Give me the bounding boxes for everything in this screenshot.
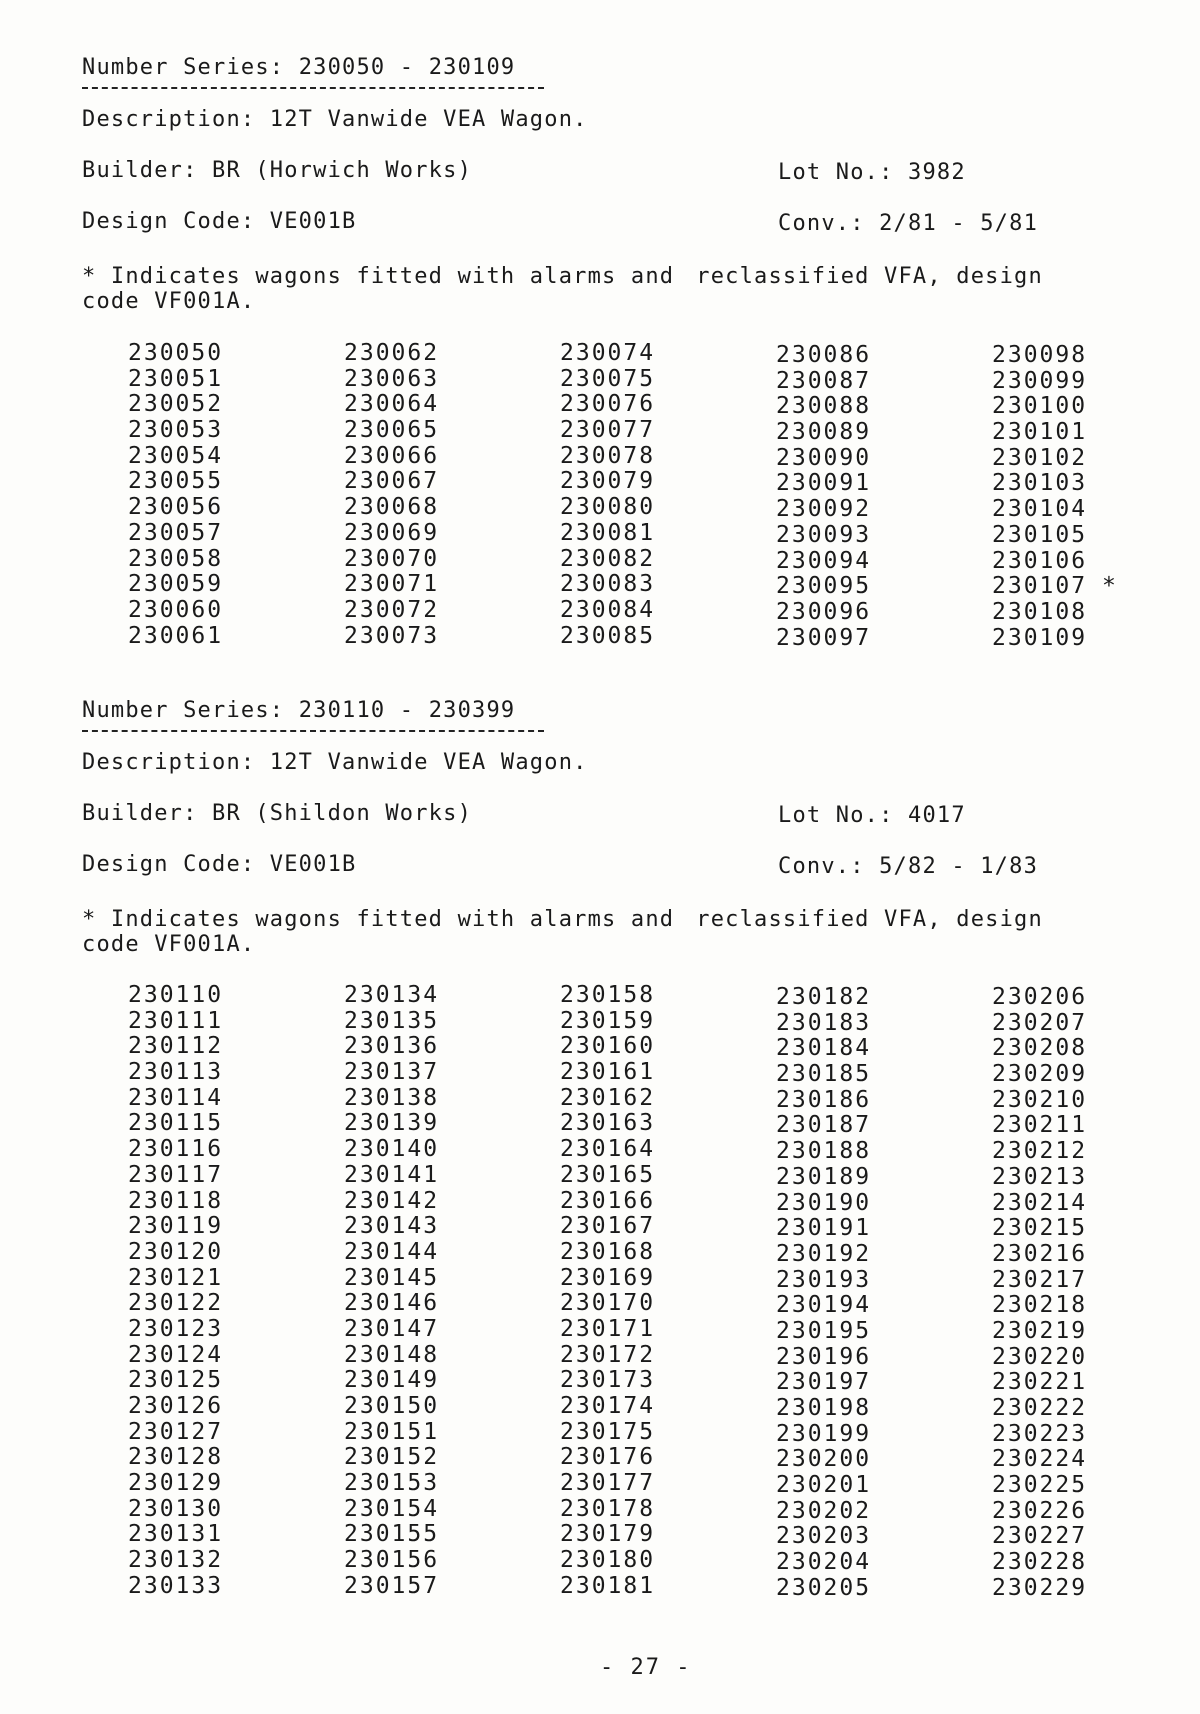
wagon-number: 230059 <box>128 571 224 598</box>
design-code: Design Code: VE001B <box>82 852 357 877</box>
wagon-number: 230051 <box>128 365 224 392</box>
wagon-number: 230210 <box>992 1086 1088 1113</box>
series-label: Number Series: <box>82 55 285 80</box>
wagon-number: 230096 <box>776 598 872 625</box>
wagon-number: 230118 <box>128 1187 224 1214</box>
wagon-number: 230201 <box>776 1472 872 1499</box>
wagon-number: 230097 <box>776 624 872 651</box>
wagon-number: 230121 <box>128 1264 224 1291</box>
wagon-number: 230108 <box>992 598 1088 625</box>
wagon-number: 230139 <box>344 1110 440 1137</box>
wagon-number: 230191 <box>776 1215 872 1242</box>
wagon-number: 230080 <box>560 494 656 521</box>
conversion-dates: Conv.: 5/82 - 1/83 <box>778 854 1039 879</box>
wagon-number: 230200 <box>776 1446 872 1473</box>
wagon-number: 230212 <box>992 1138 1088 1165</box>
number-column <box>560 983 655 1600</box>
wagon-number: 230073 <box>344 622 440 649</box>
alarm-note-part2: reclassified VFA, design <box>696 264 1043 289</box>
wagon-number: 230170 <box>560 1290 656 1317</box>
wagon-number: 230203 <box>776 1523 872 1550</box>
wagon-number: 230092 <box>776 496 872 523</box>
wagon-number: 230218 <box>992 1292 1088 1319</box>
wagon-number: 230132 <box>128 1547 224 1574</box>
alarm-note-part1: * Indicates wagons fitted with alarms and <box>82 907 675 932</box>
wagon-number: 230103 <box>992 470 1088 497</box>
wagon-number: 230207 <box>992 1009 1088 1036</box>
wagon-number: 230185 <box>776 1061 872 1088</box>
alarm-note-part2: reclassified VFA, design <box>696 907 1043 932</box>
wagon-number: 230222 <box>992 1395 1088 1421</box>
wagon-number: 230219 <box>992 1317 1088 1344</box>
conversion-dates: Conv.: 2/81 - 5/81 <box>778 211 1039 236</box>
wagon-number: 230062 <box>344 340 440 366</box>
series-label: Number Series: <box>82 698 285 723</box>
number-column <box>776 985 871 1602</box>
wagon-number: 230089 <box>776 419 872 446</box>
design-code: Design Code: VE001B <box>82 209 357 234</box>
wagon-number: 230078 <box>560 442 656 469</box>
wagon-number: 230167 <box>560 1213 656 1240</box>
wagon-number: 230208 <box>992 1035 1088 1062</box>
wagon-number: 230135 <box>344 1007 440 1034</box>
wagon-number: 230181 <box>560 1572 656 1599</box>
wagon-number: 230136 <box>344 1033 440 1060</box>
wagon-number: 230186 <box>776 1086 872 1113</box>
wagon-number: 230206 <box>992 984 1088 1010</box>
wagon-number: 230120 <box>128 1238 224 1265</box>
wagon-number: 230174 <box>560 1393 656 1419</box>
wagon-number: 230195 <box>776 1317 872 1344</box>
wagon-number: 230220 <box>992 1343 1088 1370</box>
wagon-number: 230113 <box>128 1059 224 1086</box>
wagon-number: 230095 <box>776 573 872 600</box>
number-column <box>344 983 439 1600</box>
wagon-number: 230225 <box>992 1472 1088 1499</box>
wagon-number: 230209 <box>992 1061 1088 1088</box>
number-series-heading <box>82 55 515 80</box>
wagon-number: 230054 <box>128 442 224 469</box>
description: Description: 12T Vanwide VEA Wagon. <box>82 750 588 775</box>
wagon-number: 230205 <box>776 1574 872 1601</box>
wagon-number: 230088 <box>776 393 872 420</box>
wagon-number: 230084 <box>560 596 656 623</box>
wagon-number: 230146 <box>344 1290 440 1317</box>
alarm-note-line2: code VF001A. <box>82 289 256 314</box>
wagon-number: 230151 <box>344 1418 440 1445</box>
wagon-number: 230086 <box>776 342 872 368</box>
wagon-number: 230229 <box>992 1574 1088 1601</box>
wagon-number: 230119 <box>128 1213 224 1240</box>
wagon-number: 230140 <box>344 1136 440 1163</box>
wagon-number: 230085 <box>560 622 656 649</box>
wagon-number: 230178 <box>560 1495 656 1522</box>
wagon-number: 230111 <box>128 1007 224 1034</box>
wagon-number: 230188 <box>776 1138 872 1165</box>
wagon-number: 230079 <box>560 468 656 495</box>
wagon-number: 230224 <box>992 1446 1088 1473</box>
heading-underline <box>82 730 544 732</box>
wagon-number: 230057 <box>128 519 224 546</box>
wagon-number: 230124 <box>128 1341 224 1368</box>
wagon-number: 230221 <box>992 1369 1088 1396</box>
lot-number: Lot No.: 4017 <box>778 803 966 828</box>
number-column <box>560 341 655 649</box>
wagon-number: 230068 <box>344 494 440 521</box>
wagon-number: 230123 <box>128 1315 224 1342</box>
wagon-number: 230217 <box>992 1266 1088 1293</box>
wagon-number: 230074 <box>560 340 656 366</box>
description: Description: 12T Vanwide VEA Wagon. <box>82 107 588 132</box>
wagon-number: 230223 <box>992 1420 1088 1447</box>
wagon-number: 230157 <box>344 1572 440 1599</box>
wagon-number: 230105 <box>992 521 1088 548</box>
wagon-number: 230187 <box>776 1112 872 1139</box>
number-column <box>992 985 1087 1602</box>
series-range: 230050 - 230109 <box>298 55 516 80</box>
wagon-number: 230214 <box>992 1189 1088 1216</box>
wagon-number: 230168 <box>560 1238 656 1265</box>
wagon-number: 230144 <box>344 1238 440 1265</box>
wagon-number: 230112 <box>128 1033 224 1060</box>
wagon-number: 230128 <box>128 1444 224 1471</box>
wagon-number: 230102 <box>992 444 1088 471</box>
alarm-marker: * <box>1102 573 1118 600</box>
wagon-number: 230193 <box>776 1266 872 1293</box>
wagon-number: 230173 <box>560 1367 656 1394</box>
wagon-number: 230190 <box>776 1189 872 1216</box>
wagon-number: 230099 <box>992 367 1088 394</box>
wagon-number: 230094 <box>776 547 872 574</box>
wagon-number: 230138 <box>344 1084 440 1111</box>
wagon-number: 230090 <box>776 444 872 471</box>
wagon-number: 230152 <box>344 1444 440 1471</box>
wagon-number: 230141 <box>344 1161 440 1188</box>
wagon-number: 230115 <box>128 1110 224 1137</box>
wagon-number: 230199 <box>776 1420 872 1447</box>
wagon-number: 230172 <box>560 1341 656 1368</box>
wagon-number: 230070 <box>344 545 440 572</box>
wagon-number: 230150 <box>344 1393 440 1419</box>
wagon-number: 230184 <box>776 1035 872 1062</box>
number-column <box>992 342 1118 651</box>
wagon-number: 230153 <box>344 1470 440 1497</box>
wagon-number: 230159 <box>560 1007 656 1034</box>
wagon-number: 230066 <box>344 442 440 469</box>
alarm-note <box>82 907 1043 932</box>
wagon-number: 230133 <box>128 1572 224 1599</box>
wagon-number: 230192 <box>776 1240 872 1267</box>
wagon-number: 230065 <box>344 417 440 444</box>
wagon-number: 230116 <box>128 1136 224 1163</box>
wagon-number: 230091 <box>776 470 872 497</box>
wagon-number: 230228 <box>992 1549 1088 1576</box>
wagon-number: 230183 <box>776 1009 872 1036</box>
wagon-number: 230052 <box>128 391 224 418</box>
wagon-number: 230069 <box>344 519 440 546</box>
wagon-number: 230131 <box>128 1521 224 1548</box>
wagon-number: 230110 <box>128 982 224 1008</box>
number-column <box>776 343 871 651</box>
wagon-number: 230164 <box>560 1136 656 1163</box>
wagon-number: 230134 <box>344 982 440 1008</box>
alarm-note <box>82 264 1043 289</box>
wagon-number: 230145 <box>344 1264 440 1291</box>
wagon-number: 230087 <box>776 367 872 394</box>
page-number: - 27 - <box>600 1655 692 1680</box>
wagon-number: 230107 * <box>992 573 1118 600</box>
wagon-number: 230175 <box>560 1418 656 1445</box>
wagon-number: 230109 <box>992 624 1088 651</box>
wagon-number: 230142 <box>344 1187 440 1214</box>
wagon-number: 230076 <box>560 391 656 418</box>
wagon-number: 230198 <box>776 1395 872 1421</box>
wagon-number: 230098 <box>992 342 1088 368</box>
wagon-number: 230064 <box>344 391 440 418</box>
wagon-number: 230161 <box>560 1059 656 1086</box>
wagon-number: 230227 <box>992 1523 1088 1550</box>
builder: Builder: BR (Horwich Works) <box>82 158 473 183</box>
wagon-number: 230075 <box>560 365 656 392</box>
wagon-number: 230166 <box>560 1187 656 1214</box>
lot-number: Lot No.: 3982 <box>778 160 966 185</box>
number-column <box>128 983 223 1600</box>
wagon-number: 230179 <box>560 1521 656 1548</box>
wagon-number: 230143 <box>344 1213 440 1240</box>
wagon-number: 230156 <box>344 1547 440 1574</box>
wagon-number: 230189 <box>776 1163 872 1190</box>
wagon-number: 230196 <box>776 1343 872 1370</box>
wagon-number: 230083 <box>560 571 656 598</box>
wagon-number: 230158 <box>560 982 656 1008</box>
wagon-number: 230101 <box>992 419 1088 446</box>
wagon-number: 230215 <box>992 1215 1088 1242</box>
wagon-number: 230053 <box>128 417 224 444</box>
wagon-number: 230061 <box>128 622 224 649</box>
wagon-number: 230126 <box>128 1393 224 1419</box>
wagon-number: 230197 <box>776 1369 872 1396</box>
wagon-number: 230125 <box>128 1367 224 1394</box>
wagon-number: 230071 <box>344 571 440 598</box>
wagon-number: 230127 <box>128 1418 224 1445</box>
wagon-number: 230149 <box>344 1367 440 1394</box>
wagon-number: 230104 <box>992 496 1088 523</box>
wagon-number: 230165 <box>560 1161 656 1188</box>
wagon-number: 230055 <box>128 468 224 495</box>
wagon-number: 230077 <box>560 417 656 444</box>
wagon-number: 230216 <box>992 1240 1088 1267</box>
wagon-number: 230162 <box>560 1084 656 1111</box>
heading-underline <box>82 87 544 89</box>
series-range: 230110 - 230399 <box>298 698 516 723</box>
wagon-number: 230050 <box>128 340 224 366</box>
number-column <box>344 341 439 649</box>
wagon-number: 230117 <box>128 1161 224 1188</box>
wagon-number: 230213 <box>992 1163 1088 1190</box>
wagon-number: 230130 <box>128 1495 224 1522</box>
wagon-number: 230180 <box>560 1547 656 1574</box>
number-series-heading <box>82 698 515 723</box>
wagon-number: 230154 <box>344 1495 440 1522</box>
wagon-number: 230063 <box>344 365 440 392</box>
wagon-number: 230169 <box>560 1264 656 1291</box>
wagon-number: 230100 <box>992 393 1088 420</box>
wagon-number: 230058 <box>128 545 224 572</box>
wagon-number: 230106 <box>992 547 1088 574</box>
wagon-number: 230060 <box>128 596 224 623</box>
wagon-number: 230182 <box>776 984 872 1010</box>
wagon-number: 230202 <box>776 1497 872 1524</box>
wagon-number: 230082 <box>560 545 656 572</box>
wagon-number: 230163 <box>560 1110 656 1137</box>
wagon-number: 230211 <box>992 1112 1088 1139</box>
wagon-number: 230081 <box>560 519 656 546</box>
alarm-note-line2: code VF001A. <box>82 932 256 957</box>
wagon-number: 230148 <box>344 1341 440 1368</box>
wagon-number: 230072 <box>344 596 440 623</box>
wagon-number: 230226 <box>992 1497 1088 1524</box>
wagon-number: 230177 <box>560 1470 656 1497</box>
wagon-number: 230147 <box>344 1315 440 1342</box>
wagon-number: 230114 <box>128 1084 224 1111</box>
wagon-number: 230122 <box>128 1290 224 1317</box>
wagon-number: 230056 <box>128 494 224 521</box>
wagon-number: 230171 <box>560 1315 656 1342</box>
wagon-number: 230176 <box>560 1444 656 1471</box>
wagon-number: 230204 <box>776 1549 872 1576</box>
wagon-number: 230155 <box>344 1521 440 1548</box>
wagon-number: 230093 <box>776 521 872 548</box>
wagon-number: 230194 <box>776 1292 872 1319</box>
builder: Builder: BR (Shildon Works) <box>82 801 473 826</box>
alarm-note-part1: * Indicates wagons fitted with alarms and <box>82 264 675 289</box>
wagon-number: 230137 <box>344 1059 440 1086</box>
number-column <box>128 341 223 649</box>
wagon-number: 230067 <box>344 468 440 495</box>
wagon-number: 230160 <box>560 1033 656 1060</box>
wagon-number: 230129 <box>128 1470 224 1497</box>
